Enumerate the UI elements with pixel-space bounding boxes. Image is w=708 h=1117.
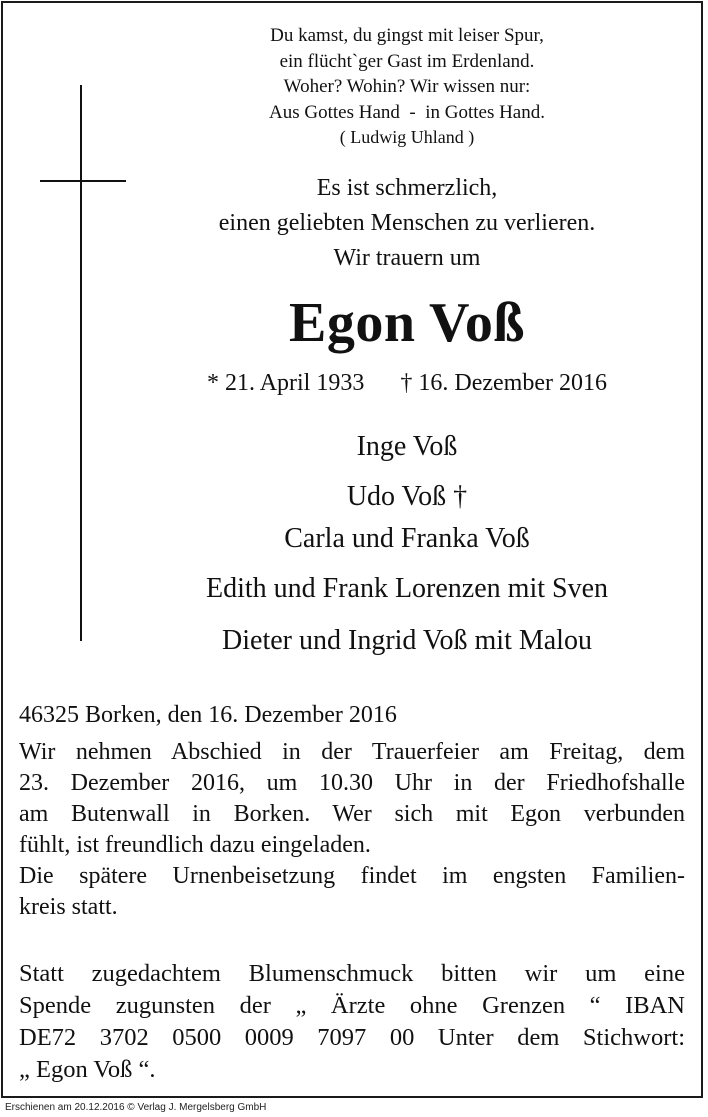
place-and-date: 46325 Borken, den 16. Dezember 2016 (19, 702, 397, 728)
donation-line: „ Egon Voß “. (19, 1056, 156, 1083)
donation-paragraph (19, 958, 685, 1086)
poem-line: Woher? Wohin? Wir wissen nur: (283, 76, 531, 97)
ceremony-line: 23. Dezember 2016, um 10.30 Uhr in der Friedhofshalle (19, 770, 685, 796)
family-member: Udo Voß † (346, 481, 468, 512)
poem-author: ( Ludwig Uhland ) (339, 127, 475, 147)
obituary-notice (1, 1, 703, 1098)
donation-line: Spende zugunsten der „ Ärzte ohne Grenzen “ IBAN (19, 992, 685, 1019)
life-dates (3, 367, 701, 399)
ceremony-line: fühlt, ist freundlich dazu eingeladen. (19, 832, 371, 858)
intro-text (3, 171, 701, 276)
family-member: Edith und Frank Lorenzen mit Sven (205, 573, 609, 604)
family-member: Dieter und Ingrid Voß mit Malou (222, 625, 592, 656)
deceased-name: Egon Voß (289, 292, 525, 354)
publication-footer: Erschienen am 20.12.2016 © Verlag J. Mergelsberg GmbH (5, 1102, 267, 1113)
intro-line: einen geliebten Menschen zu verlieren. (218, 210, 596, 236)
ceremony-line: am Butenwall in Borken. Wer sich mit Egon verbunden (19, 801, 685, 827)
death-date: † 16. Dezember 2016 (400, 370, 607, 396)
donation-line: Statt zugedachtem Blumenschmuck bitten wir um eine (19, 960, 685, 987)
poem-line: Du kamst, du gingst mit leiser Spur, (270, 25, 544, 46)
poem-line: ein flücht`ger Gast im Erdenland. (279, 50, 535, 72)
donation-line: DE72 3702 0500 0009 7097 00 Unter dem Stichwort: (19, 1024, 685, 1051)
family-member: Inge Voß (356, 431, 458, 462)
intro-line: Wir trauern um (333, 245, 481, 271)
poem (3, 23, 701, 151)
ceremony-line: kreis statt. (19, 894, 118, 920)
ceremony-line: Wir nehmen Abschied in der Trauerfeier am Freitag, dem (19, 739, 685, 765)
cross-icon-vertical (80, 85, 82, 641)
poem-line: Aus Gottes Hand - in Gottes Hand. (269, 101, 545, 123)
ceremony-paragraph (19, 737, 685, 923)
ceremony-line: Die spätere Urnenbeisetzung findet im engsten Familien- (19, 863, 685, 889)
family-member: Carla und Franka Voß (284, 523, 530, 554)
intro-line: Es ist schmerzlich, (316, 175, 498, 201)
birth-date: * 21. April 1933 (207, 370, 365, 396)
